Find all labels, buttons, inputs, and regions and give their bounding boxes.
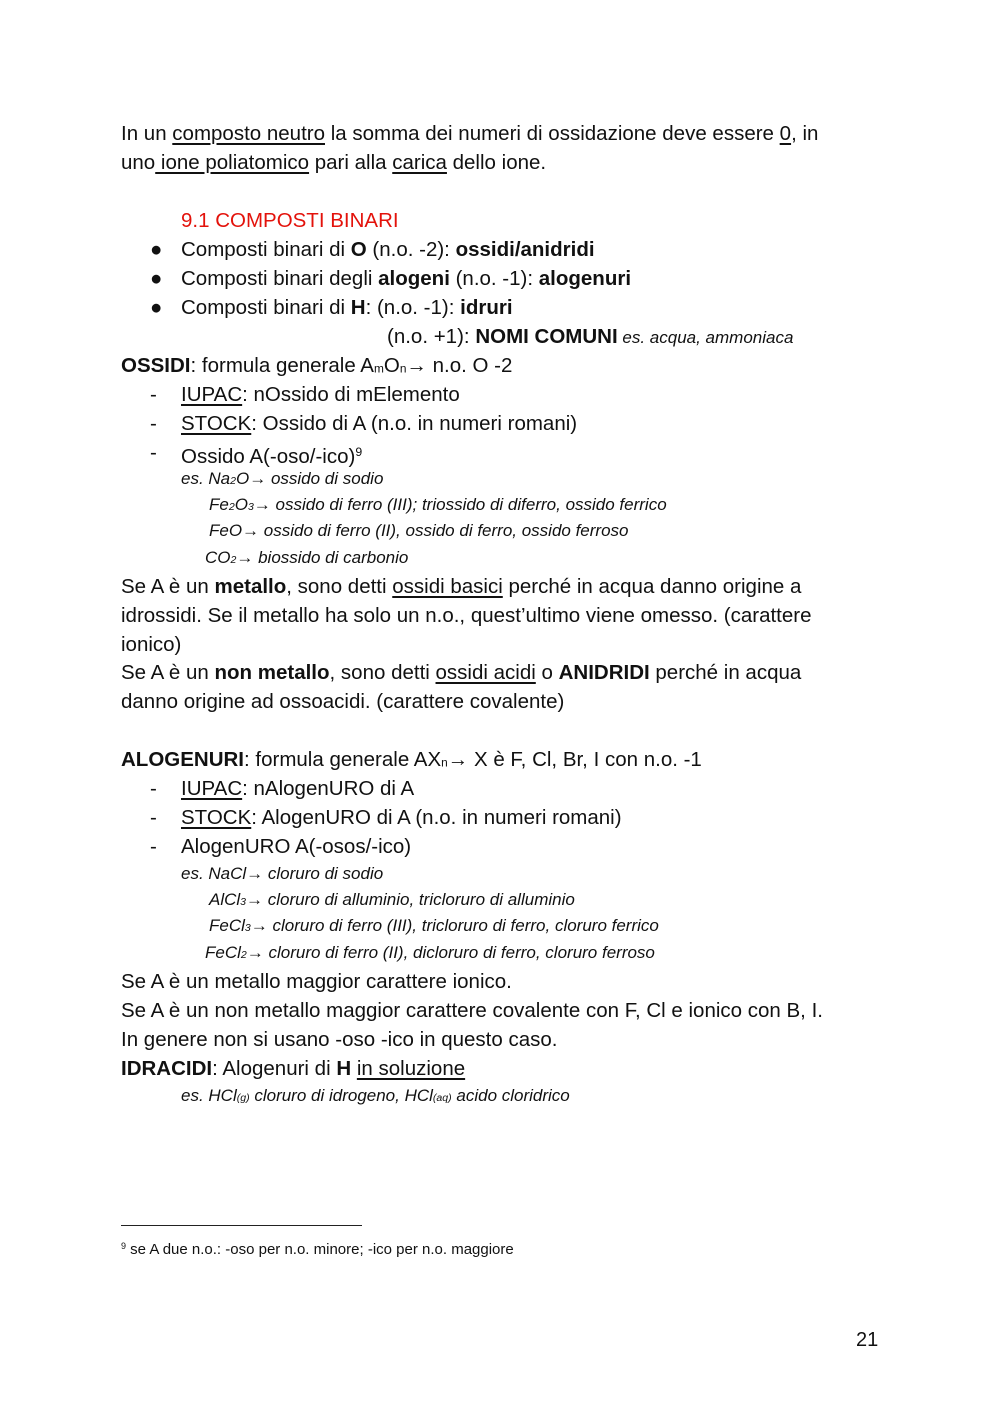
intro-line-1: In un composto neutro la somma dei numeri di ossidazione deve essere 0, in [121,122,819,145]
example-line: es. Na2O→ ossido di sodio [181,469,384,488]
paragraph-line: danno origine ad ossoacidi. (carattere covalente) [121,690,565,713]
document-page: In un composto neutro la somma dei numeri di ossidazione deve essere 0, in uno ione poliatomico pari alla carica dello ione. 9.1 COMPOSTI BINARI ● Composti binari di O (n.o. -2): ossidi/anidridi ● Composti binari degli alogeni (n.o. -1): alogenuri ● Composti binari di H: (n.o. -1): idruri (n.o. +1): NOMI COMUNI es. acqua, ammoniaca OSSIDI: formula generale AmOn→ n.o. O -2 - IUPAC: nOssido di mElemento - STOCK: Ossido di A (n.o. in numeri romani) - Ossido $A(-oso/-ico)^9$ es. Na2O→ ossido di sodio Fe2O3→ ossido di ferro (III); triossido di diferro, ossido ferrico FeO→ ossido di ferro (II), ossido di ferro, ossido ferroso CO2→ biossido di carbonio Se A è un metallo, sono detti ossidi basici perché in acqua danno origine a idrossidi. Se il metallo ha solo un n.o., quest’ultimo viene omesso. (carattere ionico) Se A è un non metallo, sono detti ossidi acidi o ANIDRIDI perché in acqua danno origine ad ossoacidi. (carattere covalente) ALOGENURI: formula generale AXn→ X è F, Cl, Br, I con n.o. -1 - IUPAC: nAlogenURO di A - STOCK: AlogenURO di A (n.o. in numeri romani) - AlogenURO A(-osos/-ico) es. NaCl→ cloruro di sodio AlCl3→ cloruro di alluminio, tricloruro di alluminio FeCl3→ cloruro di ferro (III), tricloruro di ferro, cloruro ferrico FeCl2→ cloruro di ferro (II), dicloruro di ferro, cloruro ferroso Se A è un metallo maggior carattere ionico. Se A è un non metallo maggior carattere covalente con F, Cl e ionico con B, I. In genere non si usano -oso -ico in questo caso. IDRACIDI: Alogenuri di H in soluzione es. HCl(g) cloruro di idrogeno, HCl(aq) acido cloridrico $^9$ se A due n.o.: -oso per n.o. minore; -ico per n.o. maggiore 21 [0,0,1000,1413]
bullet-continuation: (n.o. +1): NOMI COMUNI es. acqua, ammoniaca [387,325,794,348]
paragraph-line: Se A è un metallo, sono detti ossidi basici perché in acqua danno origine a [121,575,802,598]
footnote-ref: 9 [355,445,363,459]
paragraph-line: Se A è un metallo maggior carattere ionico. [121,970,512,993]
term-carica: carica [392,151,447,174]
paragraph-line: idrossidi. Se il metallo ha solo un n.o., quest’ultimo viene omesso. (carattere [121,604,812,627]
example-line: AlCl3→ cloruro di alluminio, tricloruro di alluminio [209,890,575,909]
bullet-dot: ● [150,267,163,290]
value-zero: 0 [779,122,792,145]
example-line: es. NaCl→ cloruro di sodio [181,864,384,883]
example-line: es. HCl(g) cloruro di idrogeno, HCl(aq) acido cloridrico [181,1086,570,1105]
footnote: $^9$ se A due n.o.: -oso per n.o. minore; -ico per n.o. maggiore [121,1240,514,1258]
example-line: CO2→ biossido di carbonio [205,548,409,567]
example-line: FeCl2→ cloruro di ferro (II), dicloruro di ferro, cloruro ferroso [205,943,655,962]
example-line: Fe2O3→ ossido di ferro (III); triossido di diferro, ossido ferrico [209,495,667,514]
example-line: FeCl3→ cloruro di ferro (III), tricloruro di ferro, cloruro ferrico [209,916,659,935]
footnote-divider [121,1225,362,1226]
paragraph-line: Se A è un non metallo, sono detti ossidi acidi o ANIDRIDI perché in acqua [121,661,802,684]
paragraph-line: In genere non si usano -oso -ico in questo caso. [121,1028,558,1051]
bullet-dot: ● [150,238,163,261]
paragraph-line: ionico) [121,633,182,656]
term-composto-neutro: composto neutro [172,122,325,145]
paragraph-line: Se A è un non metallo maggior carattere covalente con F, Cl e ionico con B, I. [121,999,823,1022]
idracidi-heading: IDRACIDI: Alogenuri di H in soluzione [121,1057,466,1080]
intro-line-2: uno ione poliatomico pari alla carica dello ione. [121,151,547,174]
page-number: 21 [856,1329,879,1351]
term-ione-poliatomico: ione poliatomico [155,151,310,174]
alogenuri-heading: ALOGENURI: formula generale AXn→ X è F, Cl, Br, I con n.o. -1 [121,748,702,771]
ossidi-heading: OSSIDI: formula generale AmOn→ n.o. O -2 [121,354,513,377]
example-line: FeO→ ossido di ferro (II), ossido di ferro, ossido ferroso [209,521,629,540]
section-heading: 9.1 COMPOSTI BINARI [181,209,399,232]
bullet-dot: ● [150,296,163,319]
